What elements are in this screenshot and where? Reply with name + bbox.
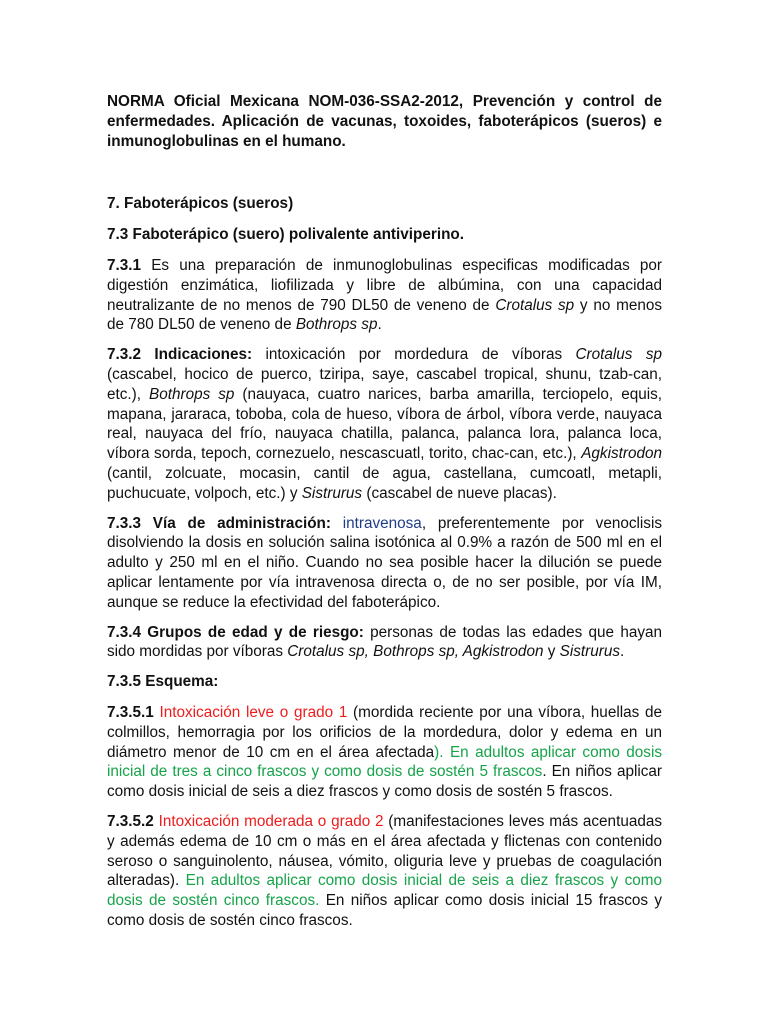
paragraph-text: y	[543, 643, 560, 661]
species-name: Crotalus sp, Bothrops sp, Agkistrodon	[287, 643, 544, 661]
paragraph-text: (cascabel de nueve placas).	[362, 484, 557, 502]
species-name: Sistrurus	[301, 484, 363, 502]
section-7-heading: 7. Faboterápicos (sueros)	[107, 195, 294, 213]
adult-dose-text: En adultos aplicar como dosis inicial de seis a diez frascos y como dosis de sostén cinco frascos.	[107, 872, 662, 910]
paragraph-text: personas de todas las edades que hayan sido mordidas por víboras	[107, 623, 663, 661]
paragraph-text: (mordida reciente por una víbora, huellas de colmillos, hemorragia por los orificios de la mordedura, dolor y edema en un diámetro menor de 10 cm en el área afectada	[107, 703, 663, 761]
paragraph-text: (cascabel, hocico de puerco, tziripa, saye, cascabel tropical, shunu, tzab-can, etc.),	[107, 365, 662, 403]
paragraph-text: . En niños aplicar como dosis inicial de seis a diez frascos y como dosis de sostén 5 frascos.	[107, 763, 663, 801]
document-title: NORMA Oficial Mexicana NOM-036-SSA2-2012, Prevención y control de enfermedades. Aplicación de vacunas, toxoides, faboterápicos (sueros) e inmunoglobulinas en el humano.	[107, 93, 662, 150]
species-name: Sistrurus	[559, 643, 620, 661]
section-7-3-3	[107, 514, 662, 613]
document-body	[107, 92, 662, 941]
section-7-3-5-2	[107, 812, 662, 931]
section-7-3-4	[107, 623, 662, 663]
paragraph-text: (cantil, zolcuate, mocasin, cantil de agua, castellana, cumcoatl, metapli, puchucuate, volpoch, etc.) y	[107, 464, 662, 502]
route-text: intravenosa	[342, 514, 422, 532]
species-name: Crotalus sp	[575, 346, 662, 364]
grade-text: Intoxicación leve o grado 1	[159, 703, 348, 721]
species-name: Bothrops sp	[295, 316, 378, 334]
adult-dose-text: ). En adultos aplicar como dosis inicial de tres a cinco frascos y como dosis de sostén 5 frascos	[107, 743, 663, 781]
paragraph-text: intoxicación por mordedura de víboras	[252, 346, 576, 364]
grade-text: Intoxicación moderada o grado 2	[158, 812, 384, 830]
section-label: 7.3.3 Vía de administración:	[107, 514, 331, 532]
section-number: 7.3.5.2	[107, 812, 154, 830]
section-7-3-heading: 7.3 Faboterápico (suero) polivalente antiviperino.	[107, 226, 465, 244]
species-name: Agkistrodon	[581, 445, 662, 463]
species-name: Crotalus sp	[495, 296, 575, 314]
paragraph-text: , preferentemente por venoclisis disolviendo la dosis en solución salina isotónica al 0.9% a razón de 500 ml en el adulto y 250 ml en el niño. Cuando no sea posible hacer la dilución se puede aplicar lentamente por vía intravenosa directa o, de no ser posible, por vía IM, aunque se reduce la efectividad del faboterápico.	[107, 514, 662, 611]
section-7-3-2	[107, 345, 662, 503]
section-7-3-5-1	[107, 703, 662, 802]
paragraph-text: Es una preparación de inmunoglobulinas especificas modificadas por digestión enzimática, liofilizada y libre de albúmina, con una capacidad neutralizante de no menos de 790 DL50 de veneno de	[107, 256, 662, 314]
section-label: 7.3.2 Indicaciones:	[107, 346, 253, 364]
paragraph-text: (manifestaciones leves más acentuadas y además edema de 10 cm o más en el área afectada y flictenas con contenido seroso o sanguinolento, náusea, vómito, oliguria leve y pruebas de coagulación alteradas).	[107, 812, 662, 890]
paragraph-text: y no menos de 780 DL50 de veneno de	[107, 296, 663, 334]
section-7-3-5-heading: 7.3.5 Esquema:	[107, 673, 219, 691]
paragraph-text: .	[377, 316, 382, 334]
section-label: 7.3.4 Grupos de edad y de riesgo:	[107, 623, 364, 641]
section-7-3-1	[107, 256, 662, 335]
paragraph-text: .	[619, 643, 625, 661]
section-number: 7.3.1	[107, 256, 142, 274]
species-name: Bothrops sp	[149, 385, 235, 403]
paragraph-text: (nauyaca, cuatro narices, barba amarilla, terciopelo, equis, mapana, jararaca, toboba, cola de hueso, víbora de árbol, víbora verde, nauyaca real, nauyaca del frío, nauyaca chatilla, palanca, palanca lora, palanca loca, víbora sorda, tepoch, cornezuelo, nescascuatl, torito, chac-can, etc.),	[107, 385, 663, 463]
paragraph-text: En niños aplicar como dosis inicial 15 frascos y como dosis de sostén cinco frascos.	[107, 892, 662, 929]
section-number: 7.3.5.1	[107, 703, 154, 721]
